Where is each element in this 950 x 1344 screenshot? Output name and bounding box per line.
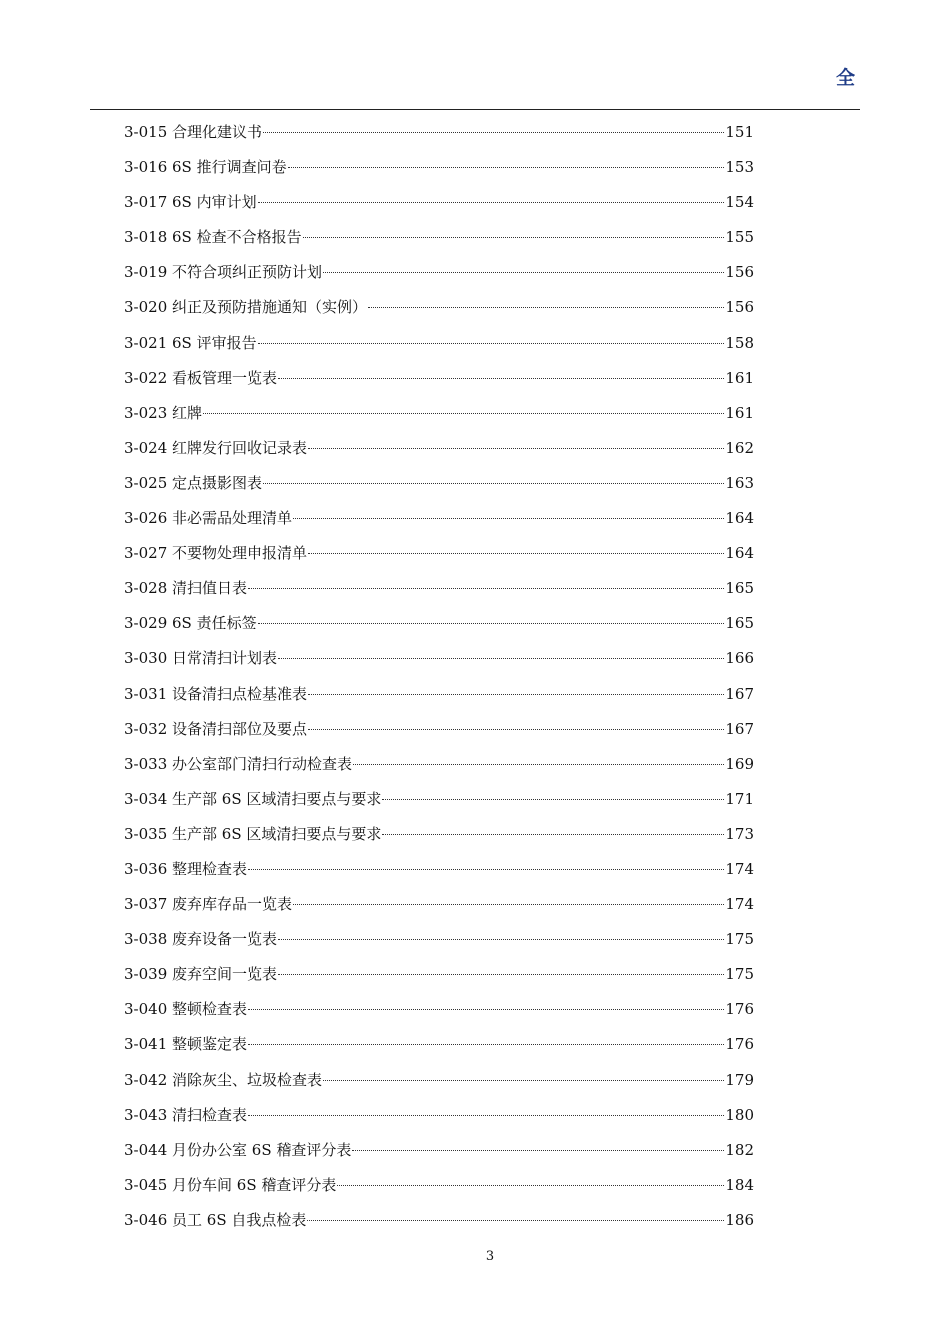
- toc-dot-leader: [248, 869, 724, 870]
- toc-entry-title: 3-030 日常清扫计划表: [124, 649, 278, 668]
- toc-dot-leader: [293, 518, 724, 519]
- toc-entry-title: 3-044 月份办公室 6S 稽查评分表: [124, 1140, 352, 1159]
- toc-entry-title: 3-023 红牌: [124, 403, 203, 422]
- toc-entry-title: 3-033 办公室部门清扫行动检查表: [124, 754, 353, 773]
- toc-entry-title: 3-041 整顿鉴定表: [124, 1035, 248, 1054]
- toc-entry[interactable]: [124, 1027, 754, 1062]
- toc-entry[interactable]: [124, 1098, 754, 1133]
- toc-entry[interactable]: [124, 115, 754, 150]
- toc-entry-page: 169: [725, 754, 754, 773]
- toc-entry-title: 3-031 设备清扫点检基准表: [124, 684, 308, 703]
- toc-entry-page: 175: [725, 930, 754, 949]
- toc-entry-title: 3-020 纠正及预防措施通知（实例）: [124, 298, 368, 317]
- toc-dot-leader: [278, 939, 724, 940]
- toc-entry-page: 164: [725, 544, 754, 563]
- toc-entry-page: 175: [725, 965, 754, 984]
- toc-entry[interactable]: [124, 677, 754, 712]
- toc-dot-leader: [308, 553, 724, 554]
- toc-entry[interactable]: [124, 782, 754, 817]
- toc-entry-page: 186: [725, 1210, 754, 1229]
- toc-entry-page: 180: [725, 1105, 754, 1124]
- toc-entry-title: 3-018 6S 检查不合格报告: [124, 228, 302, 247]
- toc-entry-title: 3-046 员工 6S 自我点检表: [124, 1210, 307, 1229]
- toc-entry[interactable]: [124, 185, 754, 220]
- toc-dot-leader: [352, 1150, 724, 1151]
- toc-dot-leader: [323, 272, 724, 273]
- toc-entry[interactable]: [124, 501, 754, 536]
- toc-entry-title: 3-022 看板管理一览表: [124, 368, 278, 387]
- toc-dot-leader: [278, 378, 724, 379]
- toc-entry[interactable]: [124, 817, 754, 852]
- toc-entry[interactable]: [124, 150, 754, 185]
- toc-entry-title: 3-037 废弃库存品一览表: [124, 895, 293, 914]
- toc-entry-page: 153: [725, 158, 754, 177]
- toc-entry-title: 3-025 定点摄影图表: [124, 473, 263, 492]
- toc-dot-leader: [368, 307, 724, 308]
- toc-entry-page: 182: [725, 1140, 754, 1159]
- toc-entry[interactable]: [124, 536, 754, 571]
- page-number: 3: [485, 1249, 495, 1264]
- toc-entry-title: 3-042 消除灰尘、垃圾检查表: [124, 1070, 323, 1089]
- toc-entry-title: 3-017 6S 内审计划: [124, 193, 257, 212]
- toc-dot-leader: [308, 694, 724, 695]
- toc-entry-title: 3-032 设备清扫部位及要点: [124, 719, 308, 738]
- toc-dot-leader: [382, 799, 724, 800]
- toc-entry-title: 3-045 月份车间 6S 稽查评分表: [124, 1175, 337, 1194]
- toc-dot-leader: [278, 974, 724, 975]
- toc-dot-leader: [308, 729, 724, 730]
- toc-entry[interactable]: [124, 220, 754, 255]
- toc-entry[interactable]: [124, 290, 754, 325]
- toc-entry[interactable]: [124, 431, 754, 466]
- toc-entry-title: 3-016 6S 推行调查问卷: [124, 158, 287, 177]
- toc-entry-page: 166: [725, 649, 754, 668]
- toc-entry-page: 173: [725, 824, 754, 843]
- toc-entry-page: 156: [725, 298, 754, 317]
- toc-dot-leader: [353, 764, 724, 765]
- toc-entry-title: 3-026 非必需品处理清单: [124, 509, 293, 528]
- toc-entry[interactable]: [124, 1063, 754, 1098]
- header-logo-mark: 全: [836, 67, 856, 89]
- toc-dot-leader: [248, 588, 724, 589]
- toc-entry-page: 151: [725, 123, 754, 141]
- toc-entry-page: 155: [725, 228, 754, 247]
- toc-entry-title: 3-029 6S 责任标签: [124, 614, 257, 633]
- toc-dot-leader: [278, 658, 724, 659]
- toc-dot-leader: [248, 1044, 724, 1045]
- toc-entry[interactable]: [124, 922, 754, 957]
- toc-entry-title: 3-036 整理检查表: [124, 859, 248, 878]
- toc-dot-leader: [258, 623, 725, 624]
- toc-entry-page: 167: [725, 684, 754, 703]
- toc-dot-leader: [382, 834, 724, 835]
- toc-entry-page: 171: [725, 789, 754, 808]
- toc-dot-leader: [307, 1220, 724, 1221]
- toc-entry-title: 3-021 6S 评审报告: [124, 333, 257, 352]
- toc-entry-page: 164: [725, 509, 754, 528]
- toc-dot-leader: [258, 202, 725, 203]
- toc-entry[interactable]: [124, 606, 754, 641]
- toc-entry-title: 3-027 不要物处理申报清单: [124, 544, 308, 563]
- toc-entry[interactable]: [124, 852, 754, 887]
- toc-entry[interactable]: [124, 641, 754, 676]
- toc-entry[interactable]: [124, 992, 754, 1027]
- toc-entry-page: 163: [725, 473, 754, 492]
- toc-entry-page: 184: [725, 1175, 754, 1194]
- toc-entry[interactable]: [124, 326, 754, 361]
- toc-entry-title: 3-024 红牌发行回收记录表: [124, 438, 308, 457]
- toc-entry[interactable]: [124, 255, 754, 290]
- toc-entry-page: 154: [725, 193, 754, 212]
- toc-entry-page: 158: [725, 333, 754, 352]
- header-divider: [90, 109, 860, 110]
- toc-entry-page: 176: [725, 1035, 754, 1054]
- toc-entry-title: 3-015 合理化建议书: [124, 123, 263, 141]
- toc-entry-title: 3-043 清扫检查表: [124, 1105, 248, 1124]
- toc-dot-leader: [303, 237, 725, 238]
- toc-entry[interactable]: [124, 887, 754, 922]
- toc-entry-page: 165: [725, 579, 754, 598]
- toc-entry-page: 174: [725, 859, 754, 878]
- toc-entry[interactable]: [124, 747, 754, 782]
- toc-entry-page: 161: [725, 403, 754, 422]
- toc-entry-title: 3-035 生产部 6S 区域清扫要点与要求: [124, 824, 382, 843]
- toc-entry-page: 176: [725, 1000, 754, 1019]
- toc-dot-leader: [248, 1009, 724, 1010]
- toc-entry[interactable]: [124, 571, 754, 606]
- toc-dot-leader: [293, 904, 724, 905]
- table-of-contents: [124, 115, 754, 1238]
- toc-entry-title: 3-039 废弃空间一览表: [124, 965, 278, 984]
- toc-entry-page: 162: [725, 438, 754, 457]
- toc-dot-leader: [248, 1115, 724, 1116]
- toc-entry-title: 3-038 废弃设备一览表: [124, 930, 278, 949]
- toc-entry[interactable]: [124, 396, 754, 431]
- toc-entry-page: 167: [725, 719, 754, 738]
- toc-entry[interactable]: [124, 712, 754, 747]
- toc-dot-leader: [308, 448, 724, 449]
- toc-dot-leader: [258, 343, 725, 344]
- toc-dot-leader: [337, 1185, 724, 1186]
- toc-dot-leader: [288, 167, 725, 168]
- toc-dot-leader: [263, 132, 724, 133]
- toc-entry-page: 161: [725, 368, 754, 387]
- toc-dot-leader: [323, 1080, 724, 1081]
- toc-entry[interactable]: [124, 466, 754, 501]
- toc-entry-title: 3-028 清扫值日表: [124, 579, 248, 598]
- toc-entry-title: 3-034 生产部 6S 区域清扫要点与要求: [124, 789, 382, 808]
- toc-entry-page: 174: [725, 895, 754, 914]
- toc-entry[interactable]: [124, 1133, 754, 1168]
- toc-entry-page: 156: [725, 263, 754, 282]
- toc-entry-page: 179: [725, 1070, 754, 1089]
- toc-entry[interactable]: [124, 361, 754, 396]
- toc-entry-page: 165: [725, 614, 754, 633]
- toc-entry-title: 3-040 整顿检查表: [124, 1000, 248, 1019]
- toc-entry[interactable]: [124, 1168, 754, 1203]
- toc-entry-title: 3-019 不符合项纠正预防计划: [124, 263, 323, 282]
- toc-entry[interactable]: [124, 1203, 754, 1238]
- toc-dot-leader: [263, 483, 724, 484]
- toc-dot-leader: [203, 413, 724, 414]
- toc-entry[interactable]: [124, 957, 754, 992]
